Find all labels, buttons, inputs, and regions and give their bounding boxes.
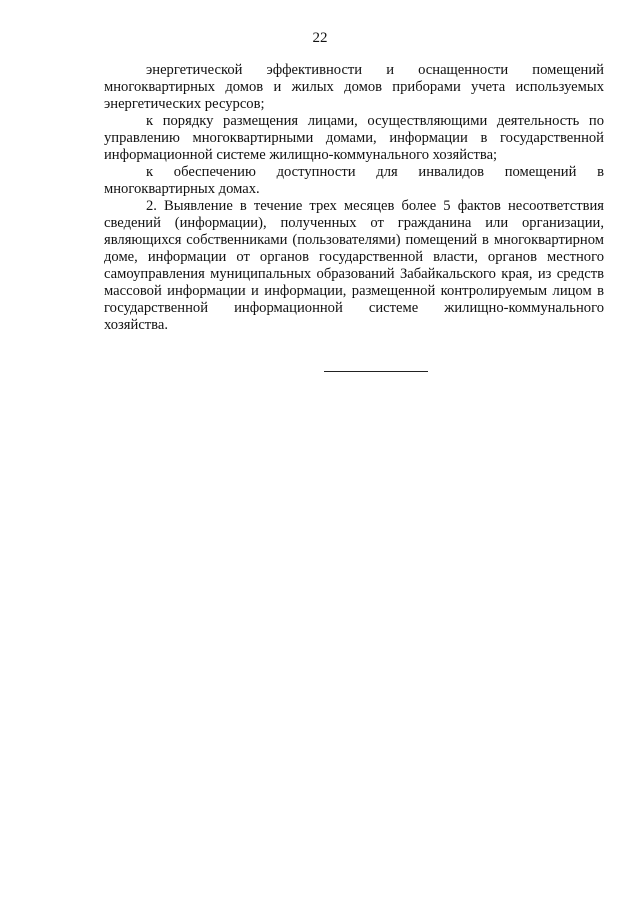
paragraph-gis-placement: к порядку размещения лицами, осуществляющими деятельность по управлению многоквартирными домами, информации в государственной информационной системе жилищно-коммунального хозяйства; (104, 113, 604, 163)
page-number: 22 (312, 30, 328, 46)
paragraph-accessibility: к обеспечению доступности для инвалидов помещений в многоквартирных домах. (104, 164, 604, 197)
body-text (104, 62, 604, 334)
paragraph-item-2: 2. Выявление в течение трех месяцев более 5 фактов несоответствия сведений (информации), полученных от гражданина или организации, являющихся собственниками (пользователями) помещений в многоквартирном доме, информации от органов государственной власти, органов местного самоуправления муниципальных образований Забайкальского края, из средств массовой информации и информации, размещенной контролируемым лицом в государственной информационной системе жилищно-коммунального хозяйства. (104, 198, 604, 333)
closing-rule (324, 371, 428, 372)
paragraph-energy-efficiency: энергетической эффективности и оснащенности помещений многоквартирных домов и жилых домов приборами учета используемых энергетических ресурсов; (104, 62, 604, 112)
